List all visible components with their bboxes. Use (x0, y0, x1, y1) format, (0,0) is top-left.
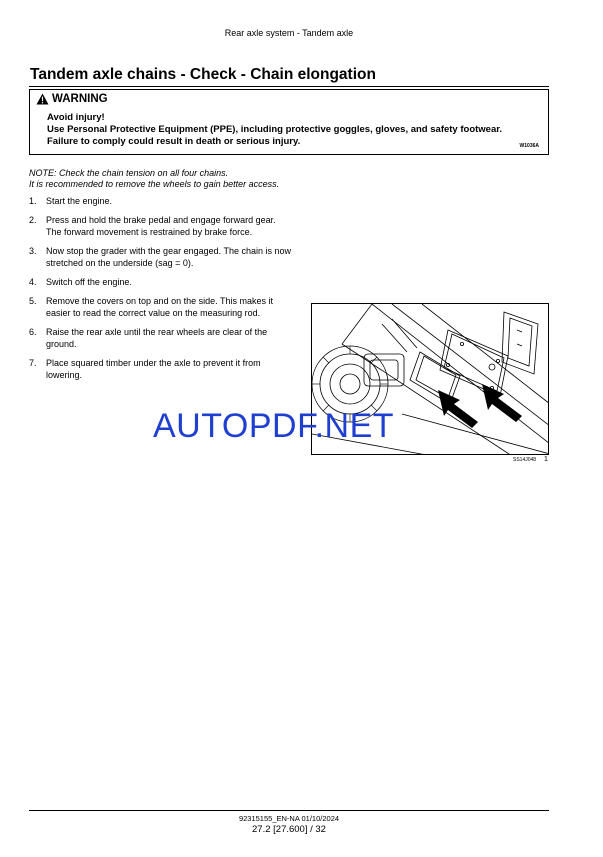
step-text: Place squared timber under the axle to prevent it from lowering. (46, 358, 261, 380)
procedure-steps (29, 195, 291, 388)
footer-divider (29, 810, 549, 811)
footer-document-id: 92315155_EN-NA 01/10/2024 (238, 814, 340, 823)
warning-text (47, 112, 502, 148)
section-title: Tandem axle chains - Check - Chain elongation (30, 66, 376, 83)
step-number: 3. (29, 246, 37, 256)
warning-line: Use Personal Protective Equipment (PPE), including protective goggles, gloves, and safety footwear. (47, 124, 503, 135)
step-text: Remove the covers on top and on the side. This makes it easier to read the correct value on the measuring rod. (46, 296, 273, 318)
note-line: NOTE: Check the chain tension on all four chains. (29, 168, 229, 178)
warning-box (29, 89, 549, 155)
step-number: 2. (29, 215, 37, 225)
watermark: AUTOPDF.NET (153, 407, 395, 445)
warning-heading-text: WARNING (52, 93, 108, 105)
warning-heading (36, 93, 108, 105)
page-header: Rear axle system - Tandem axle (224, 28, 354, 38)
title-divider (29, 86, 549, 87)
step-text: Switch off the engine. (46, 277, 132, 287)
step-number: 1. (29, 196, 37, 206)
step-text: Raise the rear axle until the rear wheels are clear of the ground. (46, 327, 268, 349)
step-number: 7. (29, 358, 37, 368)
step (29, 245, 291, 269)
step (29, 214, 291, 238)
step-text: Start the engine. (46, 196, 113, 206)
warning-code: W1036A (519, 143, 539, 149)
note (29, 168, 279, 190)
note-line: It is recommended to remove the wheels to gain better access. (29, 179, 280, 189)
figure-number: 1 (544, 456, 548, 463)
step (29, 276, 291, 288)
warning-triangle-icon (36, 93, 49, 105)
step-number: 5. (29, 296, 37, 306)
step-text: Press and hold the brake pedal and engage forward gear. The forward movement is restrained by brake force. (46, 215, 276, 237)
warning-line: Avoid injury! (47, 112, 105, 123)
footer-page-number: 27.2 [27.600] / 32 (252, 824, 326, 835)
step (29, 195, 291, 207)
step (29, 295, 291, 319)
step-number: 6. (29, 327, 37, 337)
step (29, 326, 291, 350)
step-text: Now stop the grader with the gear engaged. The chain is now stretched on the underside (sag = 0). (46, 246, 291, 268)
warning-line: Failure to comply could result in death or serious injury. (47, 136, 301, 147)
step-number: 4. (29, 277, 37, 287)
step (29, 357, 291, 381)
figure-code: SS14J048 (513, 457, 537, 463)
